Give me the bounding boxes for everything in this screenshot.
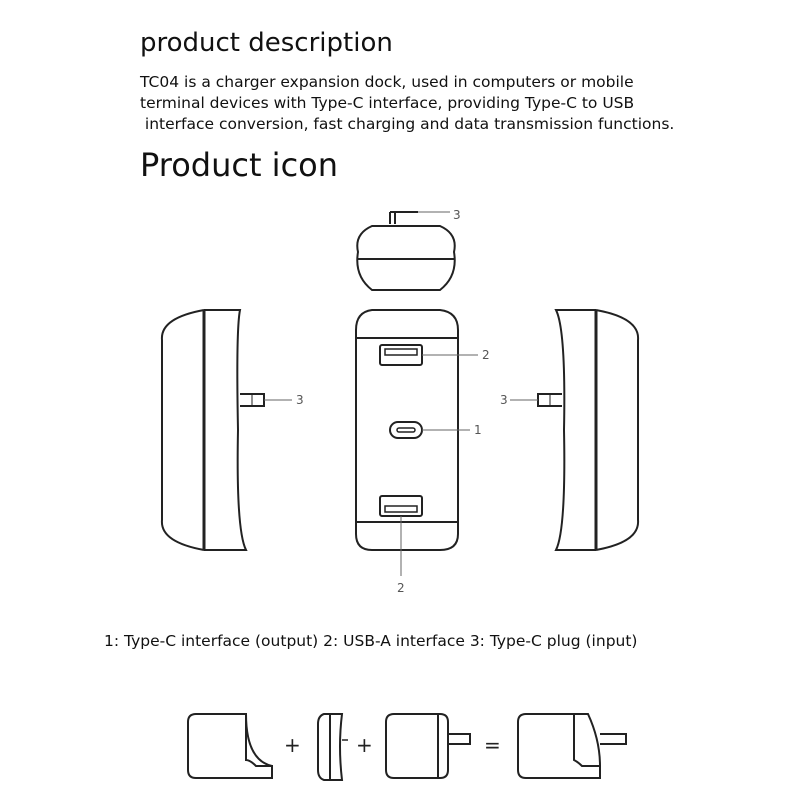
- description-body: [140, 72, 780, 135]
- description-line: interface conversion, fast charging and data transmission functions.: [140, 115, 675, 133]
- callout-plug-right: 3: [500, 393, 508, 407]
- plus-sign: +: [284, 733, 301, 757]
- product-diagram: [0, 190, 800, 610]
- equals-sign: =: [484, 733, 501, 757]
- callout-usb-a-top: 2: [482, 348, 490, 362]
- description-line: terminal devices with Type-C interface, providing Type-C to USB: [140, 94, 635, 112]
- combination-diagram: [0, 700, 800, 800]
- plug-icon: [386, 714, 470, 778]
- charger-icon: [188, 714, 272, 778]
- callout-usb-a-bottom: 2: [397, 581, 405, 595]
- legend-text: 1: Type-C interface (output) 2: USB-A interface 3: Type-C plug (input): [104, 632, 638, 650]
- description-heading: product description: [140, 28, 393, 58]
- dock-icon: [318, 714, 348, 780]
- dock-side-view-left: [162, 310, 264, 550]
- plug-module-top-view: [357, 212, 455, 290]
- assembled-icon: [518, 714, 626, 778]
- dock-side-view-right: [538, 310, 638, 550]
- description-line: TC04 is a charger expansion dock, used in computers or mobile: [140, 73, 634, 91]
- callout-type-c-interface: 1: [474, 423, 482, 437]
- callout-plug-left: 3: [296, 393, 304, 407]
- product-icon-heading: Product icon: [140, 146, 339, 184]
- plus-sign: +: [356, 733, 373, 757]
- callout-plug-top: 3: [453, 208, 461, 222]
